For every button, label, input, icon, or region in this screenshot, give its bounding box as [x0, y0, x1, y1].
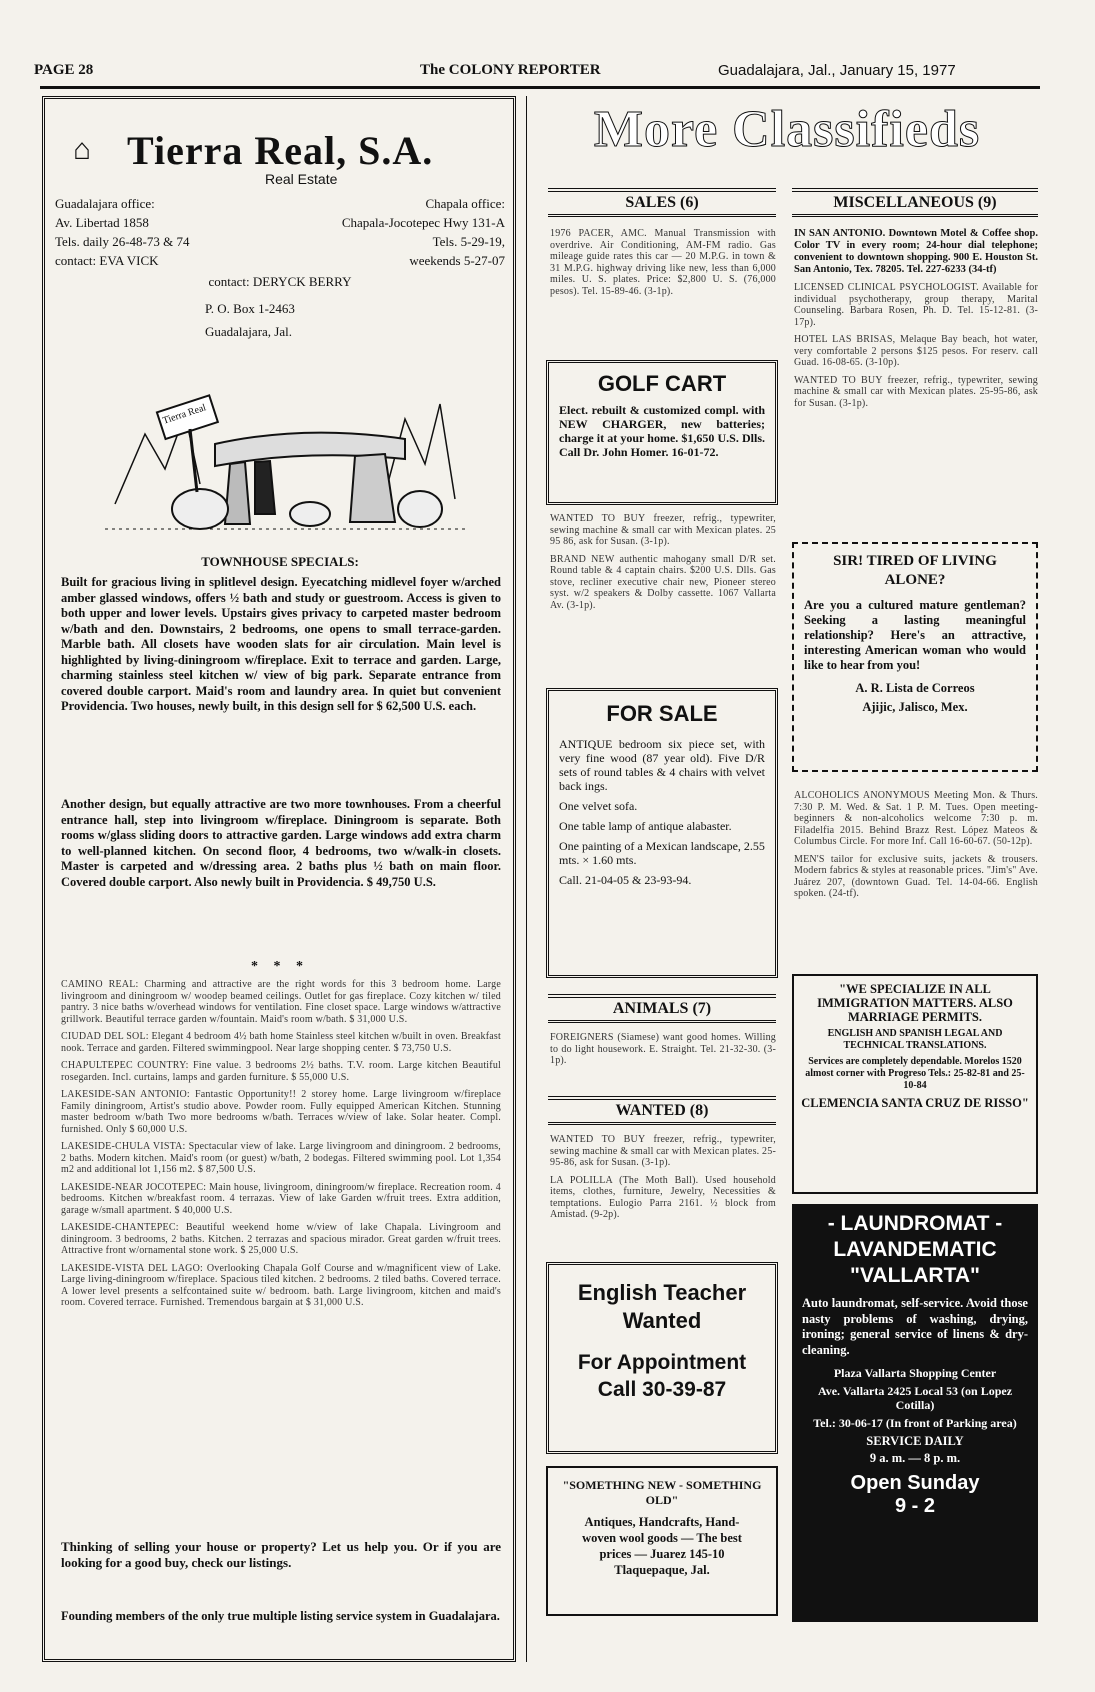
gdl-contact: contact: EVA VICK: [55, 253, 159, 268]
listing-chula-vista: LAKESIDE-CHULA VISTA: Spectacular view of lake. Large livingroom and diningroom. 2 bedrooms, 2 baths. Modern kitchen. Maid's room (or guest) w/bath, 2 bodegas. Filtered swimming pool. Lot 1,354 m2 and additional lot 1,156 m2. $ 87,500 U.S.: [61, 1141, 501, 1175]
chapala-address: Chapala-Jocotepec Hwy 131-A: [341, 215, 505, 230]
townhouse-text-1: Built for gracious living in splitlevel design. Eyecatching midlevel foyer w/arched amber glassed windows, offers ½ bath and study or guestroom. Access is given to both upper and lower levels. Upstairs gives privacy to carpeted master bedroom w/bath and den. Downstairs, 2 bedrooms, one opens to small terrace-garden. Marble bath. All closets have wooden slats for air circulation. Main level is highlighted by living-diningroom w/fireplace. Exit to terrace and garden. Large, charming stainless steel kitchen w/ view of big park. Separate entrance from covered double carport. Maid's room and laundry area. In quiet but convenient Providencia. Two houses, newly built, in this design sell for $ 62,500 U.S. each.: [61, 575, 501, 713]
dateline: Guadalajara, Jal., January 15, 1977: [718, 62, 956, 79]
listing-vista-del-lago: LAKESIDE-VISTA DEL LAGO: Overlooking Chapala Golf Course and w/magnificent view of Lake. Large living-diningroom w/fireplace. Spacious tiled kitchen. 2 bedrooms. 2 tiled baths. Covered terrace. A lower level presents a selfcontained suite w/ bedroom. bath. Large livingroom, kitchen and maid's room. Covered terrace. Furnished. Tremendous bargain at $ 31,000 U.S.: [61, 1262, 501, 1308]
laundromat-hours: 9 a. m. — 8 p. m.: [869, 1451, 961, 1465]
newspaper-name: The COLONY REPORTER: [420, 62, 601, 78]
listing-chantepec: LAKESIDE-CHANTEPEC: Beautiful weekend home w/view of lake Chapala. Livingroom and diningroom. 3 bedrooms, 2 baths. Kitchen. 2 terrazas and spacious mirador. Great garden w/fruit trees. Attractive front w/ornamental stone work. $ 25,000 U.S.: [61, 1222, 501, 1256]
classifieds-banner: More Classifieds: [593, 101, 981, 158]
lavandematic-title: LAVANDEMATIC: [833, 1238, 997, 1261]
golf-cart-ad: [546, 360, 778, 505]
tierra-subtitle: Real Estate: [265, 171, 338, 187]
column-divider: [526, 96, 527, 1662]
dolmen-sign-text: Tierra Real: [161, 402, 208, 427]
for-sale-item-sofa: One velvet sofa.: [559, 799, 638, 813]
animals-section-header: ANIMALS (7): [548, 994, 776, 1023]
golf-cart-title: GOLF CART: [597, 371, 727, 396]
laundromat-service: SERVICE DAILY: [866, 1434, 964, 1448]
thinking-text: Thinking of selling your house or property? Let us help you. Or if you are looking for a good buy, check our listings.: [61, 1539, 501, 1570]
sir-tired-ad: [792, 542, 1038, 772]
city: Guadalajara, Jal.: [205, 324, 292, 339]
chapala-office-label: Chapala office:: [425, 196, 505, 211]
misc-item-tailor: MEN'S tailor for exclusive suits, jackets & trousers. Modern fabrics & styles at reasonable prices. "Jim's" Ave. Juárez 207, (downtown Guad. Tel. 14-04-66. English spoken. (24-tf).: [794, 853, 1038, 899]
laundromat-ad: [792, 1204, 1038, 1622]
laundromat-title: - LAUNDROMAT -: [827, 1212, 1003, 1235]
laundromat-sunday-hours: 9 - 2: [894, 1495, 936, 1517]
chapala-contact: contact: DERYCK BERRY: [208, 274, 352, 289]
misc-item-alcoholics: ALCOHOLICS ANONYMOUS Meeting Mon. & Thurs. 7:30 P. M. Wed. & Sat. 1 P. M. Tues. Open meeting-beginners & non-alcoholics welcome 7:30 p. m. Filadelfia 2015. Behind Brazz Rest. López Mateos & Columbus Circle. For more Inf. Call 16-60-67. (50-12p).: [794, 790, 1038, 847]
immigration-name: CLEMENCIA SANTA CRUZ DE RISSO": [801, 1096, 1029, 1110]
animals-item-siamese: FOREIGNERS (Siamese) want good homes. Willing to do light housework. E. Straight. Tel. 21-32-30. (3-1p).: [550, 1032, 776, 1066]
gdl-office-label: Guadalajara office:: [55, 196, 155, 211]
vallarta-title: "VALLARTA": [850, 1264, 980, 1287]
english-teacher-phone: For Appointment Call 30-39-87: [577, 1351, 747, 1401]
townhouse-heading: TOWNHOUSE SPECIALS:: [201, 554, 359, 569]
listing-san-antonio: LAKESIDE-SAN ANTONIO: Fantastic Opportunity!! 2 storey home. Large livingroom w/fireplace Family diningroom, Artist's studio above. Powder room. Fully equipped American Kitchen. Stunning master bedroom w/bath Two more bedrooms w/bath. Terraces w/view of lake. Solar heater. Compl. furnished. Only $ 60,000 U.S.: [61, 1089, 501, 1135]
sir-tired-sign: A. R. Lista de Correos: [855, 681, 975, 695]
chapala-weekends: weekends 5-27-07: [409, 253, 505, 268]
listing-jocotepec: LAKESIDE-NEAR JOCOTEPEC: Main house, livingroom, diningroom/w fireplace. Recreation room. 4 bedrooms. Kitchen w/breakfast room. 4 terrazas. View of lake Garden w/fruit trees. Extra addition, garage w/small apartment. $ 40,000 U.S.: [61, 1181, 501, 1216]
wanted-item-freezer: WANTED TO BUY freezer, refrig., typewriter, sewing machine & small car with Mexican plates. 25-95-86, ask for Susan. (3-1p).: [550, 1134, 776, 1168]
sales-section-header: SALES (6): [548, 188, 776, 217]
for-sale-item-lamp: One table lamp of antique alabaster.: [559, 819, 732, 833]
misc-item-psychologist: LICENSED CLINICAL PSYCHOLOGIST. Available for individual psychotherapy, group therapy, Marital Counseling. Barbara Rosen, Ph. D. Tel. 15-12-81. (3-17p).: [794, 282, 1038, 328]
laundromat-address: Ave. Vallarta 2425 Local 53 (on Lopez Cotilla): [817, 1384, 1013, 1412]
immigration-translations: ENGLISH AND SPANISH LEGAL AND TECHNICAL TRANSLATIONS.: [827, 1028, 1003, 1051]
page-number: PAGE 28: [34, 62, 94, 78]
misc-item-san-antonio: IN SAN ANTONIO. Downtown Motel & Coffee shop. Color TV in every room; 24-hour dial telephone; convenient to downtown shopping. 900 E. Houston St. San Antonio, Tex. 78205. Tel. 227-6233 (34-tf): [794, 228, 1038, 275]
sales-item-pacer: 1976 PACER, AMC. Manual Transmission with overdrive. Air Conditioning, AM-FM radio. Gas mileage guide rates this car — 20 M.P.G. in town & 31 M.P.G. highway driving like new, less than 6,000 miles. U. S. plates. Price: $2,800 U. S. (76,000 pesos). Tel. 15-89-46. (3-1p).: [550, 228, 776, 297]
sales-item-brand-new: BRAND NEW authentic mahogany small D/R set. Round table & 4 captain chairs. $200 U.S. Dlls. Gas stove, recliner executive chair new, Pioneer stereo syst. w/2 speakers & Dolby cassette. 1067 Vallarta Av. (3-1p).: [550, 553, 776, 611]
gdl-phones: Tels. daily 26-48-73 & 74: [55, 234, 190, 249]
townhouse-text-2: Another design, but equally attractive are two more townhouses. From a cheerful entrance hall, step into livingroom w/fireplace. Diningroom is separate. Both rooms w/glass sliding doors to attractive garden. Large windows add extra charm to well-planned kitchen. On second floor, 4 bedrooms, two w/walk-in closets. Master is carpeted and w/dressing area. 2 baths plus ½ bath on main floor. Covered double carport. Also newly built in Providencia. $ 49,750 U.S.: [61, 797, 501, 889]
listing-ciudad-del-sol: CIUDAD DEL SOL: Elegant 4 bedroom 4½ bath home Stainless steel kitchen w/built in oven. Breakfast nook. Terrace and garden. Filtered swimmingpool. Near large shopping center. $ 73,750 U.S.: [61, 1031, 501, 1054]
po-box: P. O. Box 1-2463: [205, 301, 295, 316]
something-new-title: "SOMETHING NEW - SOMETHING OLD": [562, 1478, 762, 1507]
immigration-ad: [792, 974, 1038, 1194]
immigration-title: "WE SPECIALIZE IN ALL IMMIGRATION MATTERS. ALSO MARRIAGE PERMITS.: [817, 982, 1013, 1024]
for-sale-title: FOR SALE: [606, 701, 718, 726]
for-sale-item-painting: One painting of a Mexican landscape, 2.55 mts. × 1.60 mts.: [559, 839, 765, 867]
wanted-item-la-polilla: LA POLILLA (The Moth Ball). Used household items, clothes, furniture, Jewelry, Necessities & temptations. Eulogio Parra 2161. ½ block from Amistad. (9-2p).: [550, 1174, 776, 1220]
sales-item-wanted: WANTED TO BUY freezer, refrig., typewriter, sewing machine & small car with Mexican plates. 25 95 86, ask for Susan. (3-1p).: [550, 513, 776, 547]
sir-tired-place: Ajijic, Jalisco, Mex.: [862, 700, 968, 714]
laundromat-body: Auto laundromat, self-service. Avoid those nasty problems of washing, drying, ironing; general service of linens & dry-cleaning.: [802, 1296, 1028, 1357]
sir-tired-title: SIR! TIRED OF LIVING ALONE?: [833, 553, 997, 588]
something-new-body: Antiques, Handcrafts, Hand-woven wool goods — The best prices — Juarez 145-10 Tlaquepaque, Jal.: [582, 1515, 742, 1577]
tierra-real-ad: [42, 96, 516, 1662]
english-teacher-title: English Teacher Wanted: [577, 1280, 747, 1333]
tierra-title: Tierra Real, S.A.: [127, 128, 434, 173]
listing-chapultepec: CHAPULTEPEC COUNTRY: Fine value. 3 bedrooms 2½ baths. T.V. room. Large kitchen Beautiful rosegarden. Incl. curtains, lamps and garden furniture. $ 55,000 U.S.: [61, 1060, 501, 1083]
for-sale-item-antique: ANTIQUE bedroom six piece set, with very fine wood (87 year old). Five D/R sets of round tables & 4 chairs with velvet back ings.: [559, 737, 765, 793]
for-sale-phone: Call. 21-04-05 & 23-93-94.: [559, 873, 692, 887]
header-rule: [40, 86, 1040, 89]
gdl-address: Av. Libertad 1858: [55, 215, 149, 230]
english-teacher-ad: [546, 1262, 778, 1454]
misc-section-header: MISCELLANEOUS (9): [792, 188, 1038, 217]
stars-divider: * * *: [251, 959, 309, 974]
golf-cart-body: Elect. rebuilt & customized compl. with NEW CHARGER, new batteries; charge it at your home. $1,650 U.S. Dlls. Call Dr. John Homer. 16-01-72.: [559, 403, 765, 459]
misc-item-wanted: WANTED TO BUY freezer, refrig., typewriter, sewing machine & small car with Mexican plates. 25-95-86, ask for Susan. (3-1p).: [794, 374, 1038, 409]
misc-item-hotel: HOTEL LAS BRISAS, Melaque Bay beach, hot water, very comfortable 2 persons $125 pesos. For reserv. call Guad. 16-08-65. (3-10p).: [794, 334, 1038, 368]
laundromat-plaza: Plaza Vallarta Shopping Center: [833, 1366, 997, 1380]
for-sale-ad: [546, 688, 778, 978]
chapala-phones: Tels. 5-29-19,: [432, 234, 505, 249]
something-new-ad: [546, 1466, 778, 1616]
dolmen-illustration: [105, 374, 465, 534]
founding-text: Founding members of the only true multiple listing service system in Guadalajara.: [61, 1609, 500, 1623]
laundromat-open-sunday: Open Sunday: [850, 1472, 980, 1494]
sir-tired-body: Are you a cultured mature gentleman? Seeking a lasting meaningful relationship? Here's an attractive, interesting American woman who would like to hear from you!: [804, 598, 1026, 672]
immigration-body: Services are completely dependable. Morelos 1520 almost corner with Progreso Tels.: 25-82-81 and 25-10-84: [805, 1056, 1025, 1091]
tierra-logo-icon: ⌂: [73, 133, 92, 166]
laundromat-phone: Tel.: 30-06-17 (In front of Parking area): [813, 1416, 1017, 1430]
listing-camino-real: CAMINO REAL: Charming and attractive are the right words for this 3 bedroom home. Large livingroom and diningroom w/ woodep beamed ceilings. Outlet for gas fireplace. Cozy kitchen w/ tiled pantry. 3 nice baths w/overhead windows for ventilation. Fine closet space. Large windows w/attractive grillwork. Beautiful terrace garden w/fountain. Maid's room w/bath. $ 31,000 U.S.: [61, 979, 501, 1025]
wanted-section-header: WANTED (8): [548, 1096, 776, 1125]
